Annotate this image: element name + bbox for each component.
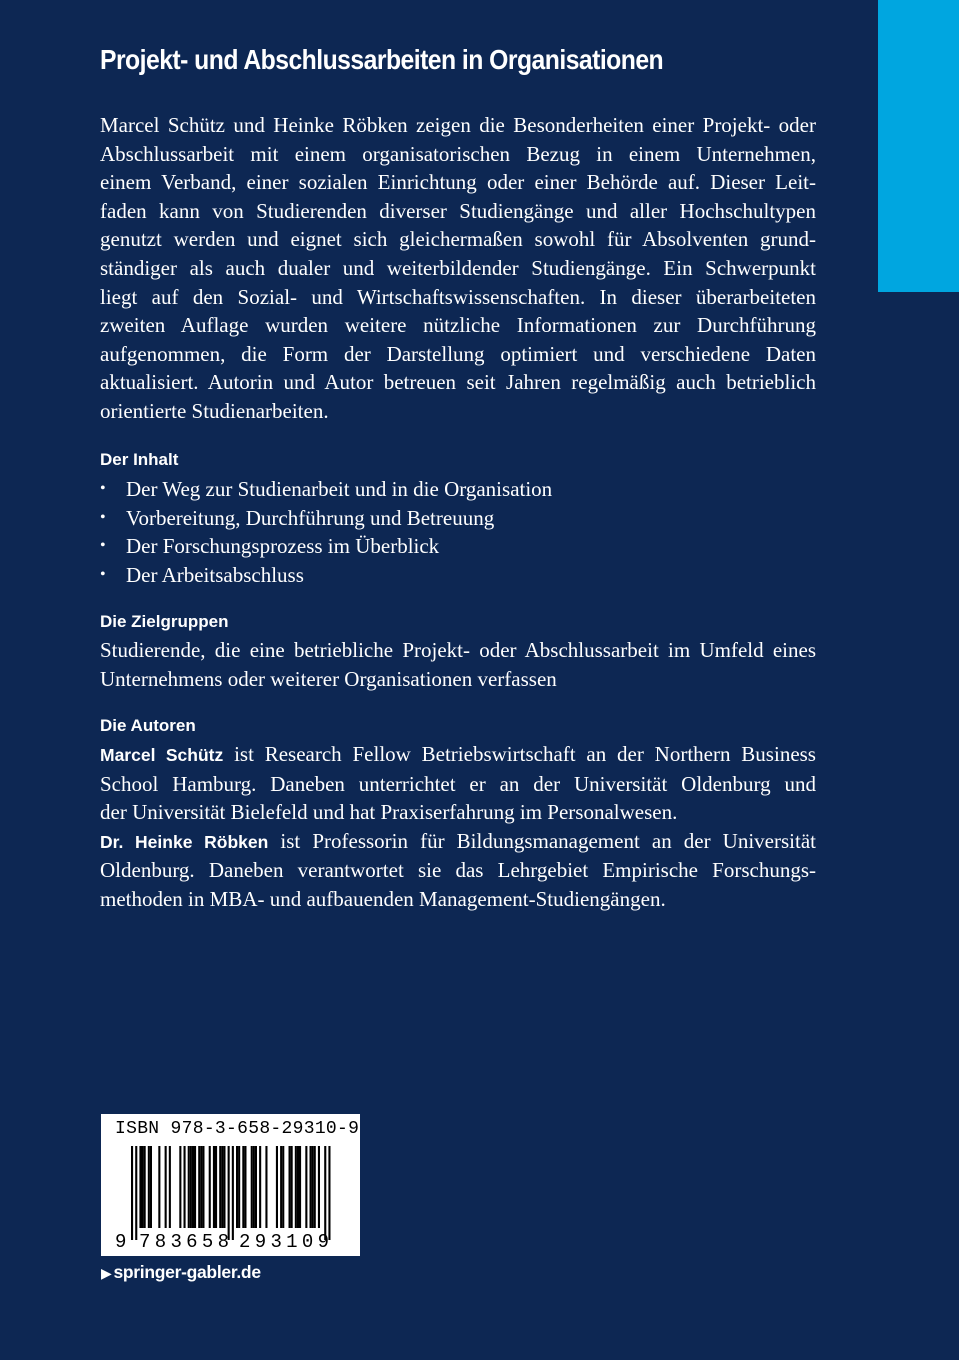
barcode-bar (299, 1146, 301, 1228)
book-title: Projekt- und Abschlussarbeiten in Organisationen (100, 44, 664, 75)
text-line: School Hamburg. Daneben unterrichtet er an der Universität Oldenburg und (100, 771, 816, 796)
barcode-bar (169, 1146, 171, 1228)
barcode-bar (202, 1146, 204, 1228)
barcode-bar (251, 1146, 253, 1228)
accent-bar (878, 0, 959, 292)
barcode-bar (139, 1146, 141, 1228)
barcode-bar (244, 1146, 246, 1228)
description-line: ständiger als auch dualer und weiterbildender Studiengänge. Ein Schwerpunkt (100, 255, 816, 280)
barcode-bar (297, 1146, 299, 1228)
barcode-bar (314, 1146, 316, 1228)
barcode-bar (158, 1146, 160, 1228)
author-name: Marcel Schütz (100, 745, 224, 765)
description-line: genutzt werden und eignet sich gleichermaßen sowohl für Absolventen grund- (100, 227, 816, 252)
bullet-icon: • (100, 508, 106, 526)
barcode-bar (190, 1146, 192, 1228)
author-bio-schuetz (100, 740, 816, 827)
barcode-bar (265, 1146, 267, 1228)
description-line: faden kann von Studierenden diverser Studiengänge und aller Hochschultypen (100, 198, 816, 223)
barcode-bar (289, 1146, 291, 1228)
barcode-bar (150, 1146, 152, 1228)
barcode-bar (310, 1146, 312, 1228)
target-groups-section (100, 608, 816, 693)
list-item (100, 561, 816, 590)
barcode-bar (192, 1146, 194, 1228)
author-name: Dr. Heinke Röbken (100, 831, 269, 852)
list-item-text: Vorbereitung, Durchführung und Betreuung (126, 505, 495, 530)
barcode-bar (276, 1146, 278, 1228)
barcode-bar (291, 1146, 293, 1228)
description-line: orientierte Studienarbeiten. (100, 398, 329, 423)
barcode-bars (131, 1146, 331, 1240)
barcode-bar (242, 1146, 244, 1228)
bullet-icon: • (100, 565, 106, 583)
barcode-bar (312, 1146, 314, 1228)
description (100, 111, 816, 426)
bullet-icon: • (100, 480, 106, 497)
ean-left-digits: 783658 (139, 1231, 229, 1253)
contents-list (100, 475, 816, 589)
arrow-right-icon: ▶ (101, 1265, 112, 1281)
authors-heading: Die Autoren (100, 716, 196, 735)
barcode-bar (213, 1146, 215, 1228)
ean-first-digit: 9 (115, 1231, 127, 1253)
text-run: ist Professorin für Bildungsmanagement an der Universität (268, 828, 816, 853)
barcode-bar (228, 1146, 230, 1240)
text-line: methoden in MBA- und aufbauenden Management-Studiengängen. (100, 886, 666, 911)
barcode-bar (215, 1146, 217, 1228)
barcode-bar (131, 1146, 133, 1240)
barcode-bar (236, 1146, 238, 1228)
barcode-bar (324, 1146, 326, 1240)
description-line: Abschlussarbeit mit einem organisatorischen Bezug in einem Unternehmen, (100, 141, 816, 166)
barcode-bar (144, 1146, 146, 1228)
list-item-text: Der Forschungsprozess im Überblick (126, 534, 440, 559)
author-bio-roebken (100, 827, 816, 914)
bullet-icon: • (100, 537, 106, 555)
contents-section (100, 446, 816, 589)
text-line: Unternehmens oder weiterer Organisationen verfassen (100, 666, 557, 691)
list-item (100, 475, 816, 504)
barcode-bar (280, 1146, 282, 1228)
list-item-text: Der Weg zur Studienarbeit und in die Organisation (126, 477, 553, 501)
barcode-bar (232, 1146, 234, 1240)
barcode-bar (219, 1146, 221, 1228)
description-line: liegt auf den Sozial- und Wirtschaftswissenschaften. In dieser überarbeiteten (100, 284, 816, 309)
text-run: ist Research Fellow Betriebswirtschaft an der Northern Business (223, 742, 816, 766)
barcode-bar (223, 1146, 225, 1228)
text-line (100, 740, 816, 770)
contents-heading: Der Inhalt (100, 450, 179, 469)
authors-section (100, 712, 816, 914)
barcode-bar (148, 1146, 150, 1228)
barcode-bar (165, 1146, 167, 1228)
target-groups-heading: Die Zielgruppen (100, 612, 229, 631)
barcode-bar (282, 1146, 284, 1228)
barcode (101, 1114, 360, 1256)
barcode-bar (255, 1146, 257, 1228)
description-line: einem Verband, einer sozialen Einrichtung oder einer Behörde auf. Dieser Leit- (100, 170, 816, 195)
description-line: zweiten Auflage wurden weitere nützliche Informationen zur Durchführung (100, 313, 816, 338)
barcode-bar (238, 1146, 240, 1228)
barcode-bar (295, 1146, 297, 1228)
target-groups-text (100, 636, 816, 693)
description-line: aufgenommen, die Form der Darstellung optimiert und verschiedene Daten (100, 341, 816, 366)
text-line: der Universität Bielefeld und hat Praxiserfahrung im Personalwesen. (100, 800, 678, 825)
barcode-bar (259, 1146, 261, 1228)
list-item (100, 504, 816, 533)
barcode-bar (142, 1146, 144, 1228)
website-link[interactable]: springer-gabler.de (113, 1262, 261, 1282)
text-line (100, 827, 816, 857)
barcode-bar (328, 1146, 330, 1240)
description-line: Marcel Schütz und Heinke Röbken zeigen die Besonderheiten einer Projekt- oder (100, 113, 816, 137)
list-item-text: Der Arbeitsabschluss (126, 562, 304, 587)
barcode-bar (305, 1146, 307, 1228)
isbn-barcode-box (101, 1114, 360, 1256)
barcode-bar (221, 1146, 223, 1228)
text-line: Studierende, die eine betriebliche Projekt- oder Abschlussarbeit im Umfeld eines (100, 638, 816, 662)
barcode-bar (318, 1146, 320, 1228)
barcode-bar (200, 1146, 202, 1228)
barcode-bar (184, 1146, 186, 1228)
list-item (100, 532, 816, 561)
ean-right-digits: 293109 (239, 1231, 329, 1253)
text-line: Oldenburg. Daneben verantwortet sie das Lehrgebiet Empirische Forschungs- (100, 858, 816, 883)
description-line: aktualisiert. Autorin und Autor betreuen seit Jahren regelmäßig auch betrieblich (100, 370, 816, 395)
barcode-bar (253, 1146, 255, 1228)
barcode-bar (188, 1146, 190, 1228)
barcode-bar (135, 1146, 137, 1240)
barcode-bar (209, 1146, 211, 1228)
barcode-bar (194, 1146, 196, 1228)
isbn-label: ISBN 978-3-658-29310-9 (115, 1119, 360, 1139)
barcode-bar (179, 1146, 181, 1228)
barcode-bar (198, 1146, 200, 1228)
publisher-website[interactable] (101, 1262, 261, 1283)
